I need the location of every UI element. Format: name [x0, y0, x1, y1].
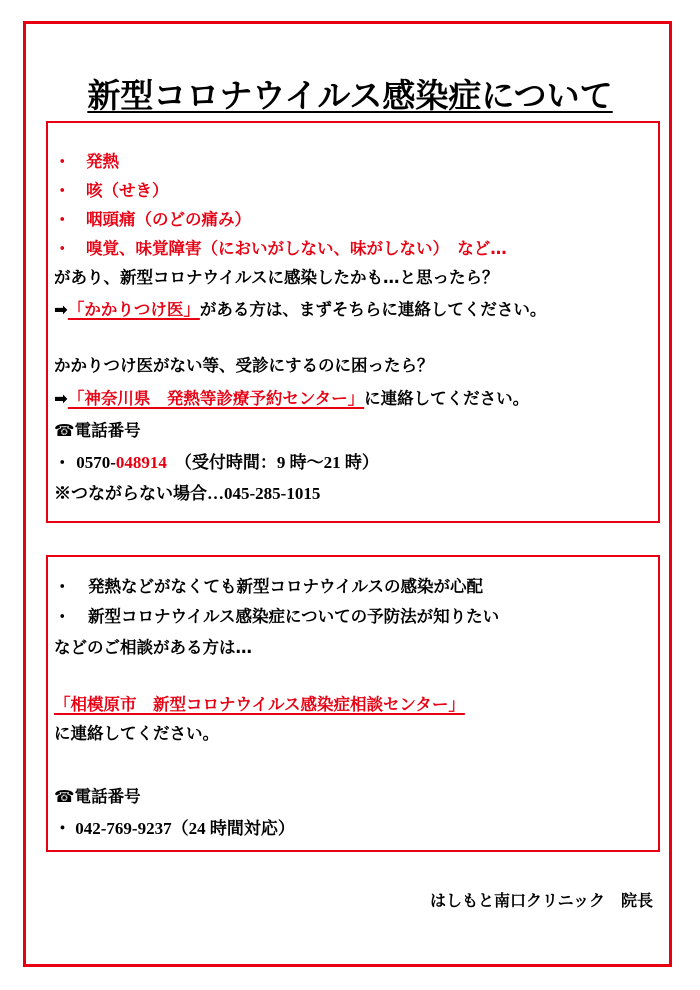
concern-item: ・ 新型コロナウイルス感染症についての予防法が知りたい	[54, 607, 500, 626]
if-infected-line: があり、新型コロナウイルスに感染したかも…と思ったら？	[54, 268, 499, 287]
phone-number-line: ・ 0570-048914 （受付時間：9 時～21 時）	[54, 453, 379, 472]
kanagawa-center-name: 「神奈川県 発熱等診療予約センター」	[67, 389, 365, 408]
symptom-item: ・ 咳（せき）	[54, 181, 169, 200]
page-title: 新型コロナウイルス感染症について	[87, 76, 613, 115]
contact-line: に連絡してください。	[54, 724, 219, 743]
phone-number-line: ・ 042-769-9237（24 時間対応）	[54, 819, 295, 838]
symptom-item: ・ 嗅覚、味覚障害（においがしない、味がしない） など…	[54, 239, 507, 258]
no-doctor-line: かかりつけ医がない等、受診にするのに困ったら？	[54, 356, 434, 375]
family-doctor-line: ➡「かかりつけ医」がある方は、まずそちらに連絡してください。	[54, 300, 547, 319]
phone-number: 0570-048914	[76, 453, 167, 472]
reception-hours: （受付時間：9 時～21 時）	[183, 453, 379, 472]
symptom-item: ・ 咽頭痛（のどの痛み）	[54, 210, 251, 229]
kanagawa-center-line: ➡「神奈川県 発熱等診療予約センター」に連絡してください。	[54, 389, 530, 408]
phone-icon: ☎	[54, 787, 75, 806]
phone-icon: ☎	[54, 421, 75, 440]
consult-line: などのご相談がある方は…	[54, 638, 252, 657]
alternate-number-line: ※つながらない場合…045-285-1015	[54, 484, 321, 503]
concern-item: ・ 発熱などがなくても新型コロナウイルスの感染が心配	[54, 577, 484, 596]
symptom-item: ・ 発熱	[54, 152, 119, 171]
phone-heading: ☎電話番号	[54, 421, 141, 440]
sagamihara-center-name: 「相模原市 新型コロナウイルス感染症相談センター」	[54, 695, 465, 714]
arrow-right-icon: ➡	[54, 300, 68, 319]
phone-heading: ☎電話番号	[54, 787, 141, 806]
arrow-right-icon: ➡	[54, 389, 68, 408]
family-doctor-label: 「かかりつけ医」	[67, 300, 200, 319]
clinic-signature: はしもと南口クリニック 院長	[429, 891, 653, 910]
